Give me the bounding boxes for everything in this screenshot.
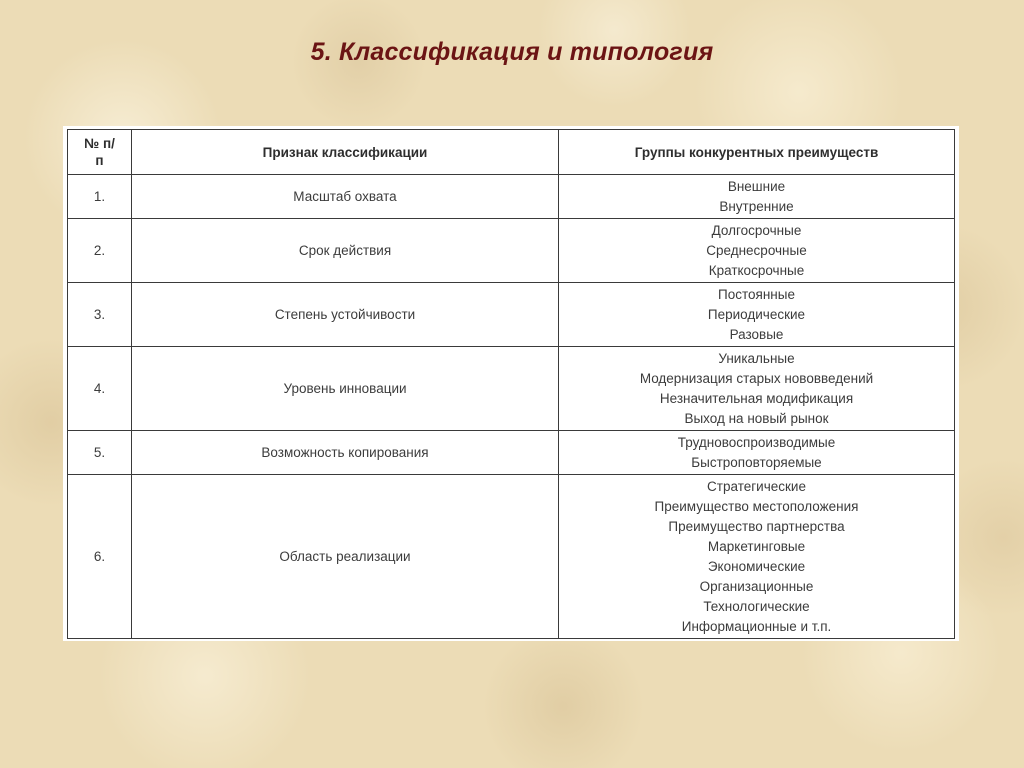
group-item: Выход на новый рынок bbox=[684, 410, 829, 426]
row-feature: Срок действия bbox=[132, 219, 559, 283]
row-number: 4. bbox=[68, 347, 132, 431]
row-feature: Уровень инновации bbox=[132, 347, 559, 431]
row-groups bbox=[559, 475, 955, 639]
group-item: Внешние bbox=[727, 178, 786, 194]
slide-title: 5. Классификация и типология bbox=[310, 38, 714, 66]
table-row bbox=[68, 475, 955, 639]
row-number: 5. bbox=[68, 431, 132, 475]
classification-table bbox=[67, 129, 955, 639]
row-number: 1. bbox=[68, 175, 132, 219]
group-item: Долгосрочные bbox=[711, 222, 802, 238]
group-item: Модернизация старых нововведений bbox=[639, 370, 874, 386]
group-item: Трудновоспроизводимые bbox=[677, 434, 836, 450]
table-row bbox=[68, 347, 955, 431]
table-header-row bbox=[68, 130, 955, 175]
classification-table-container bbox=[63, 126, 959, 641]
table-row bbox=[68, 175, 955, 219]
row-feature: Степень устойчивости bbox=[132, 283, 559, 347]
group-item: Периодические bbox=[707, 306, 806, 322]
row-number: 6. bbox=[68, 475, 132, 639]
group-item: Преимущество партнерства bbox=[668, 518, 845, 534]
row-number: 2. bbox=[68, 219, 132, 283]
row-groups bbox=[559, 347, 955, 431]
group-item: Технологические bbox=[703, 598, 810, 614]
header-number: № п/п bbox=[68, 130, 132, 175]
group-item: Стратегические bbox=[707, 478, 806, 494]
group-item: Преимущество местоположения bbox=[654, 498, 859, 514]
row-groups bbox=[559, 219, 955, 283]
header-feature: Признак классификации bbox=[132, 130, 559, 175]
group-item: Информационные и т.п. bbox=[681, 618, 832, 634]
row-feature: Масштаб охвата bbox=[132, 175, 559, 219]
row-feature: Возможность копирования bbox=[132, 431, 559, 475]
group-item: Среднесрочные bbox=[706, 242, 807, 258]
group-item: Внутренние bbox=[719, 198, 794, 214]
group-item: Маркетинговые bbox=[707, 538, 806, 554]
row-groups bbox=[559, 175, 955, 219]
group-item: Быстроповторяемые bbox=[691, 454, 822, 470]
row-feature: Область реализации bbox=[132, 475, 559, 639]
group-item: Постоянные bbox=[718, 286, 795, 302]
header-groups: Группы конкурентных преимуществ bbox=[559, 130, 955, 175]
row-groups bbox=[559, 431, 955, 475]
group-item: Уникальные bbox=[718, 350, 795, 366]
row-number: 3. bbox=[68, 283, 132, 347]
group-item: Краткосрочные bbox=[708, 262, 805, 278]
group-item: Экономические bbox=[707, 558, 806, 574]
table-row bbox=[68, 219, 955, 283]
group-item: Организационные bbox=[699, 578, 814, 594]
row-groups bbox=[559, 283, 955, 347]
table-body bbox=[68, 175, 955, 639]
table-row bbox=[68, 431, 955, 475]
group-item: Разовые bbox=[729, 326, 784, 342]
group-item: Незначительная модификация bbox=[659, 390, 854, 406]
table-row bbox=[68, 283, 955, 347]
